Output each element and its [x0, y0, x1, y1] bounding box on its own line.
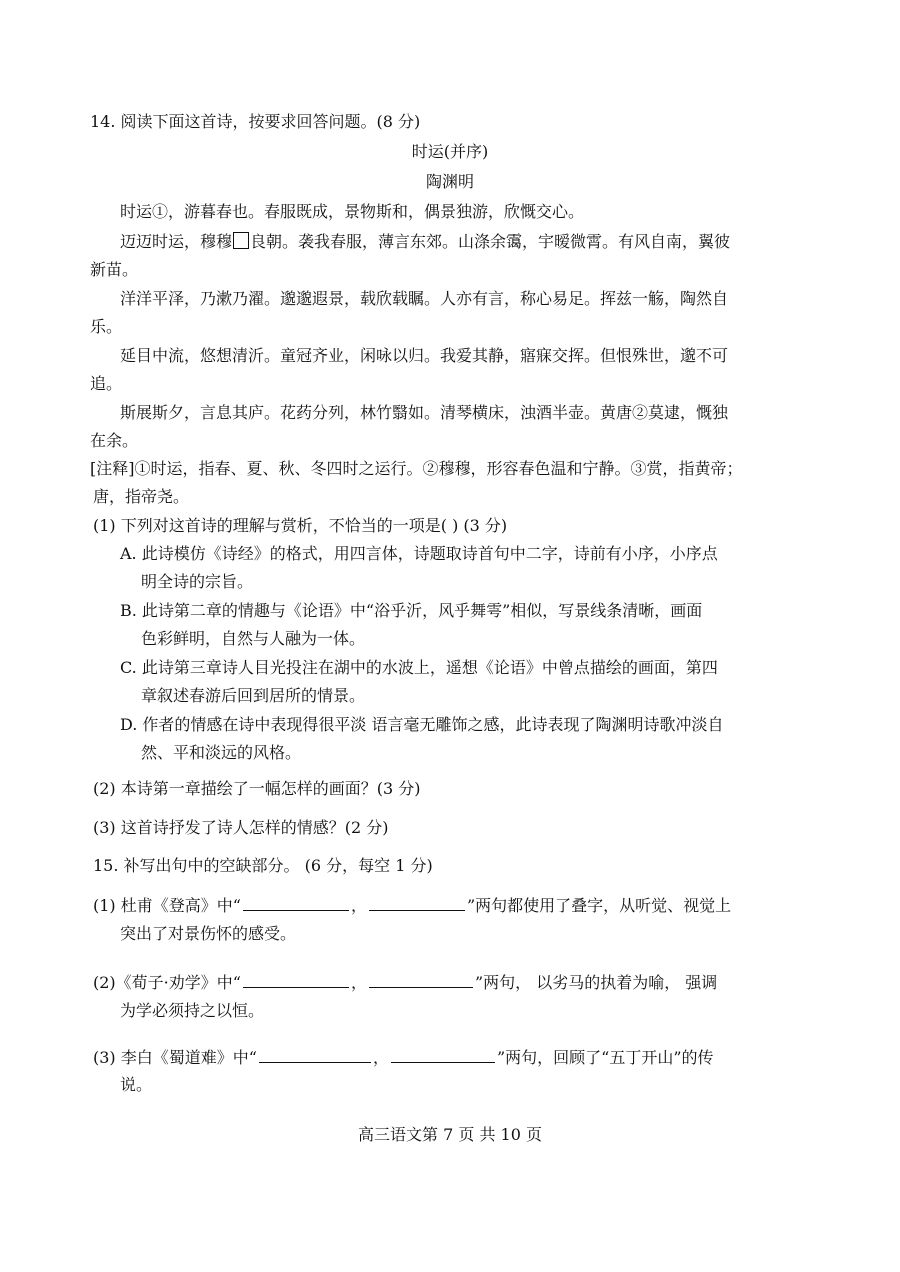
sub-question-3: (3) 这首诗抒发了诗人怎样的情感？(2 分) — [93, 818, 389, 837]
annotation-line-1: [注释]①时运，指春、夏、秋、冬四时之运行。②穆穆，形容春色温和宁静。③赏，指黄帝； — [90, 459, 743, 478]
fill-item-1-line-1 — [93, 894, 731, 917]
stanza-1-text-b: 良朝。袭我春服，薄言东郊。山涤余霭，宇暧微霄。有风自南，翼彼 — [250, 232, 731, 251]
poem-stanza-2-line-1: 洋洋平泽，乃漱乃濯。邈邈遐景，载欣载瞩。人亦有言，称心易足。挥兹一觞，陶然自 — [120, 289, 729, 308]
fill-item-2-prefix: (2)《荀子·劝学》中“ — [93, 973, 241, 992]
fill-item-2-comma: ， — [350, 973, 367, 992]
option-c-line-1: C. 此诗第三章诗人目光投注在湖中的水波上，遥想《论语》中曾点描绘的画面，第四 — [120, 658, 718, 677]
annotation-line-2: 唐，指帝尧。 — [93, 487, 190, 506]
fill-item-1-comma: ， — [350, 896, 367, 915]
poem-stanza-4-line-2: 在余。 — [90, 431, 139, 450]
fill-item-3-comma: ， — [372, 1048, 389, 1067]
poem-stanza-3-line-2: 追。 — [90, 374, 123, 393]
fill-item-3-line-2: 说。 — [120, 1075, 153, 1094]
poem-author: 陶渊明 — [425, 172, 474, 191]
fill-item-1-prefix: (1) 杜甫《登高》中“ — [93, 896, 241, 915]
answer-blank-3a[interactable] — [259, 1046, 371, 1063]
poem-stanza-2-line-2: 乐。 — [90, 317, 123, 336]
option-d-line-2: 然、平和淡远的风格。 — [141, 743, 302, 762]
fill-item-2-line-1 — [93, 971, 717, 994]
missing-character-box — [233, 232, 249, 249]
option-a-line-2: 明全诗的宗旨。 — [141, 572, 254, 591]
answer-blank-1b[interactable] — [369, 894, 465, 911]
poem-stanza-1-line-1 — [120, 231, 730, 253]
poem-preface: 时运①，游暮春也。春服既成，景物斯和，偶景独游，欣慨交心。 — [120, 202, 585, 221]
answer-blank-1a[interactable] — [243, 894, 349, 911]
stanza-1-text-a: 迈迈时运，穆穆 — [120, 232, 233, 251]
fill-item-1-line-2: 突出了对景伤怀的感受。 — [120, 924, 297, 943]
fill-item-3-prefix: (3) 李白《蜀道难》中“ — [93, 1048, 257, 1067]
poem-stanza-4-line-1: 斯展斯夕，言息其庐。花药分列，林竹翳如。清琴横床，浊酒半壶。黄唐②莫逮，慨独 — [120, 403, 729, 422]
poem-stanza-1-line-2: 新苗。 — [90, 260, 139, 279]
fill-item-1-suffix: ”两句都使用了叠字，从听觉、视觉上 — [466, 896, 732, 915]
fill-item-2-line-2: 为学必须持之以恒。 — [120, 1001, 265, 1020]
poem-stanza-3-line-1: 延目中流，悠想清沂。童冠齐业，闲咏以归。我爱其静，寤寐交挥。但恨殊世，邈不可 — [120, 346, 729, 365]
fill-item-3-line-1 — [93, 1046, 714, 1069]
q15-heading: 15. 补写出句中的空缺部分。 (6 分，每空 1 分) — [93, 856, 433, 875]
option-b-line-1: B. 此诗第二章的情趣与《论语》中“浴乎沂，风乎舞雩”相似，写景线条清晰，画面 — [120, 601, 703, 620]
answer-blank-3b[interactable] — [391, 1046, 495, 1063]
answer-blank-2b[interactable] — [369, 971, 473, 988]
option-a-line-1: A. 此诗模仿《诗经》的格式，用四言体，诗题取诗首句中二字，诗前有小序，小序点 — [120, 544, 718, 563]
option-b-line-2: 色彩鲜明，自然与人融为一体。 — [141, 629, 366, 648]
option-c-line-2: 章叙述春游后回到居所的情景。 — [141, 686, 366, 705]
fill-item-2-suffix: ”两句， 以劣马的执着为喻， 强调 — [474, 973, 718, 992]
q14-heading: 14. 阅读下面这首诗，按要求回答问题。(8 分) — [90, 112, 421, 131]
option-d-line-1: D. 作者的情感在诗中表现得很平淡 语言毫无雕饰之感，此诗表现了陶渊明诗歌冲淡自 — [120, 715, 724, 734]
poem-title: 时运(并序) — [411, 142, 489, 161]
sub-question-2: (2) 本诗第一章描绘了一幅怎样的画面？(3 分) — [93, 779, 421, 798]
sub-question-1: (1) 下列对这首诗的理解与赏析，不恰当的一项是( ) (3 分) — [93, 516, 508, 535]
fill-item-3-suffix: ”两句，回顾了“五丁开山”的传 — [496, 1048, 714, 1067]
answer-blank-2a[interactable] — [243, 971, 349, 988]
page-footer: 高三语文第 7 页 共 10 页 — [358, 1125, 542, 1144]
